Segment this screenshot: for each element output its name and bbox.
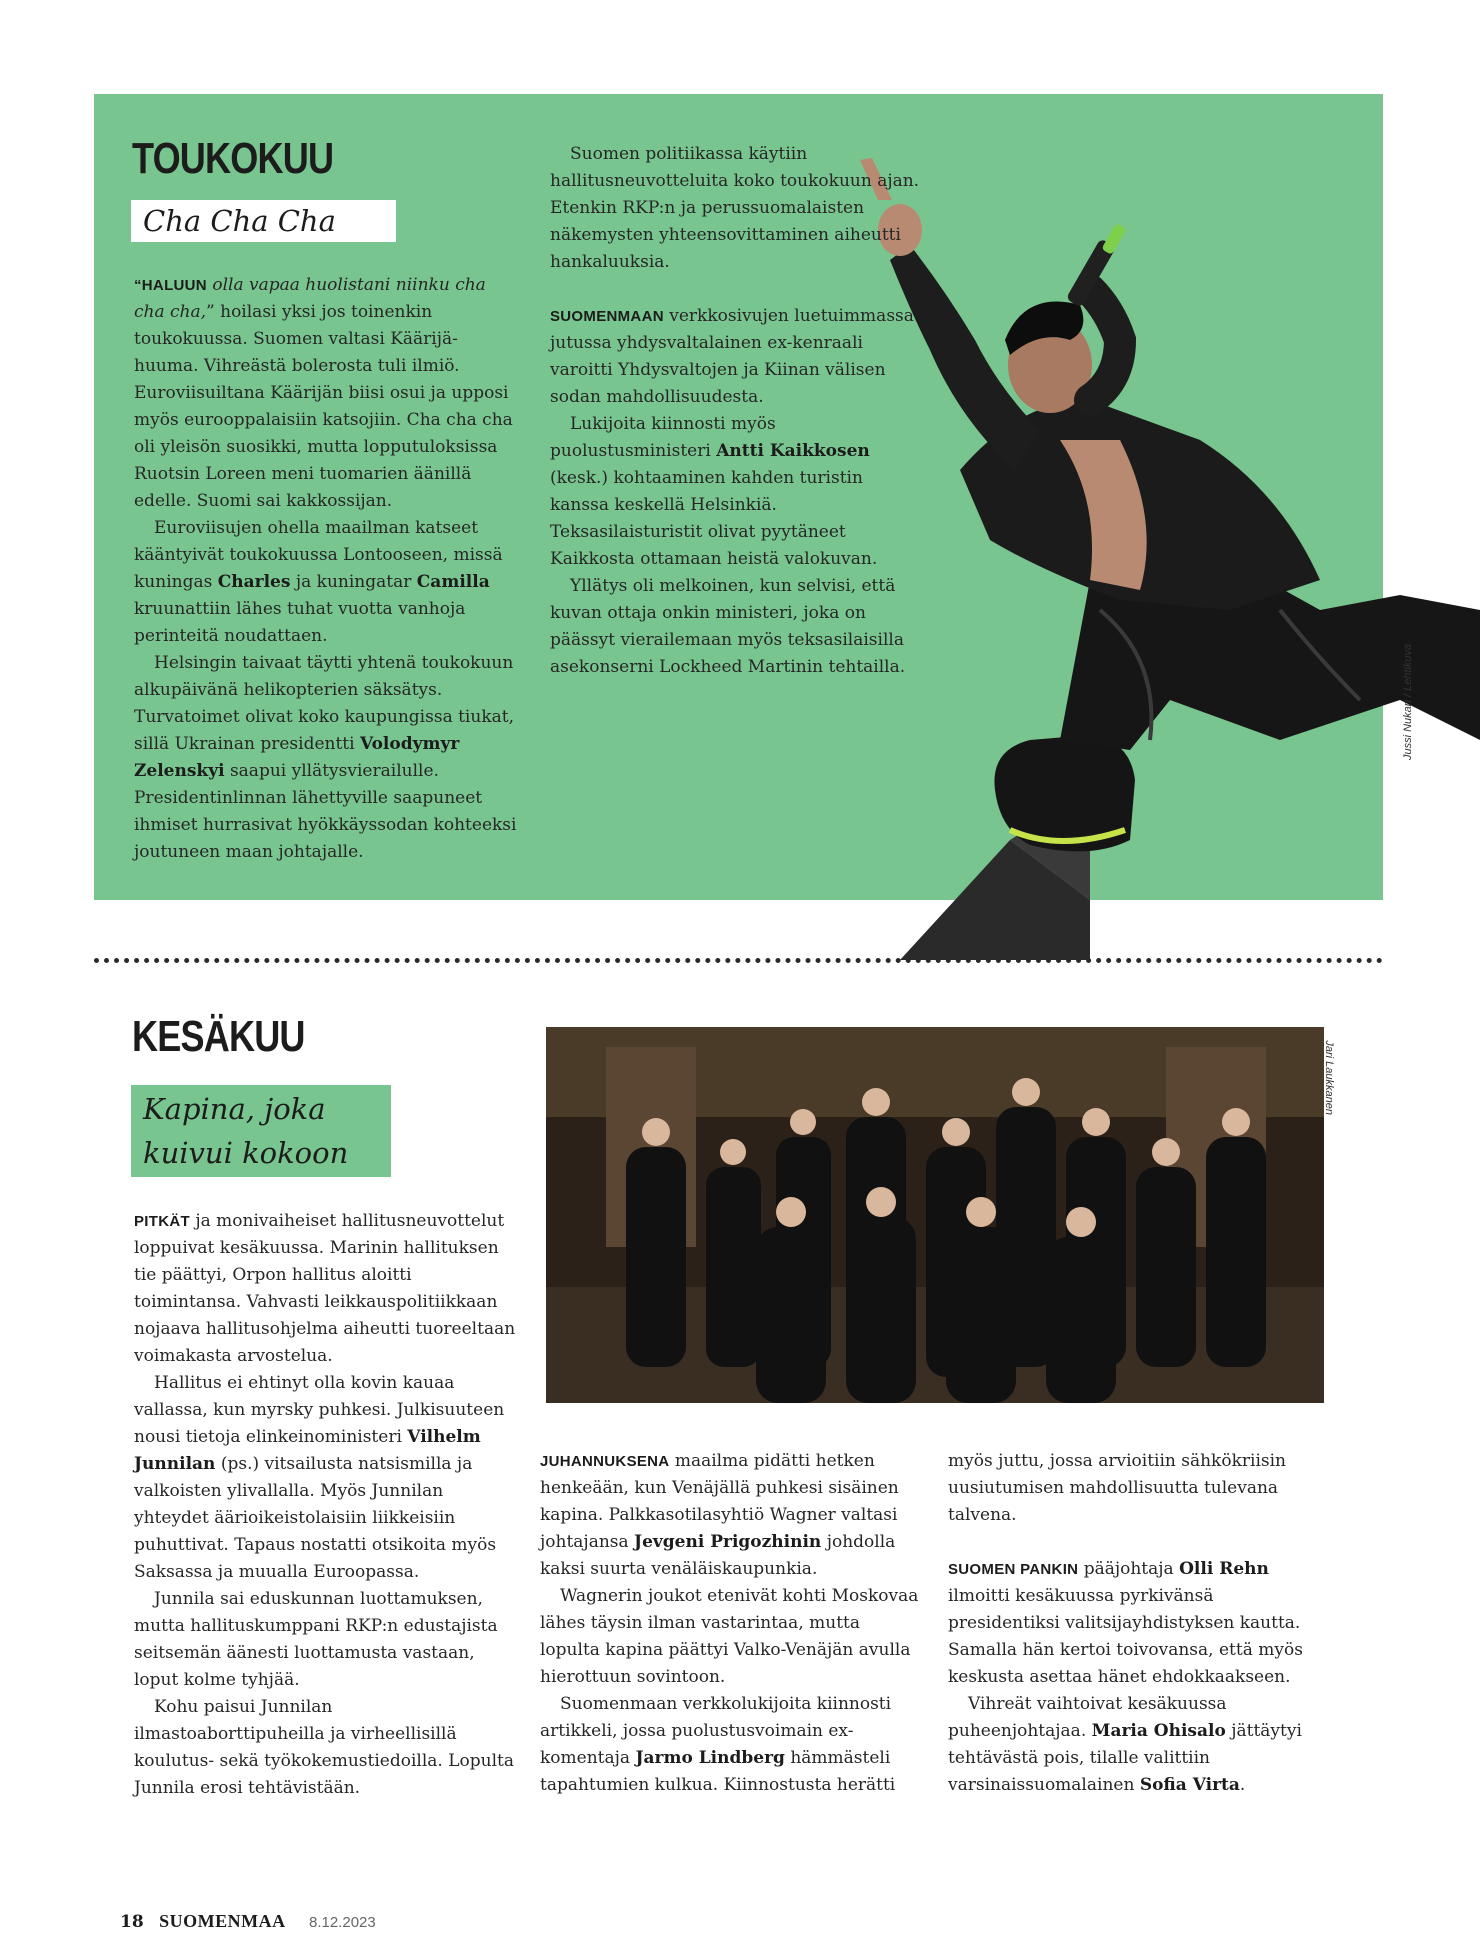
paragraph: JUHANNUKSENA maailma pidätti hetken henkeään, kun Venäjällä puhkesi sisäinen kapina. Palkkasotilasyhtiö Wagner valtasi johtajansa Jevgeni Prigozhinin johdolla kaksi suurta venäläiskaupunkia. <box>540 1451 899 1579</box>
may-column-1 <box>134 272 519 866</box>
paragraph: Helsingin taivaat täytti yhtenä toukokuun alkupäivänä helikopterien säksätys. Turvatoimet olivat koko kaupungissa tiukat, sillä Ukrainan presidentti Volodymyr Zelenskyi saapui yllätysvierailulle. Presidentinlinnan lähettyville saapuneet ihmiset hurrasivat hyökkäyssodan kohteeksi joutuneen maan johtajalle. <box>134 653 517 862</box>
paragraph: Junnila sai eduskunnan luottamuksen, mutta hallituskumppani RKP:n edustajista seitsemän äänesti luottamusta vastaan, loput kolme tyhjää. <box>134 1589 498 1690</box>
government-group-photo <box>546 1027 1324 1403</box>
magazine-name: SUOMENMAA <box>159 1911 286 1931</box>
june-photo-credit: Jari Laukkanen <box>1323 1040 1335 1115</box>
paragraph: SUOMENMAAN verkkosivujen luetuimmassa jutussa yhdysvaltalainen ex-kenraali varoitti Yhdysvaltojen ja Kiinan välisen sodan mahdollisuudesta. <box>550 306 914 407</box>
issue-date: 8.12.2023 <box>308 1914 376 1931</box>
paragraph: PITKÄT ja monivaiheiset hallitusneuvottelut loppuivat kesäkuussa. Marinin hallituksen tie päättyi, Orpon hallitus aloitti toimintansa. Vahvasti leikkauspolitiikkaan nojaava hallitusohjelma aiheutti tuoreeltaan voimakasta arvostelua. <box>134 1211 516 1366</box>
may-title: TOUKOKUU <box>132 134 334 183</box>
june-subtitle-line-2: kuivui kokoon <box>143 1136 349 1170</box>
paragraph: Suomen politiikassa käytiin hallitusneuvotteluita koko toukokuun ajan. Etenkin RKP:n ja perussuomalaisten näkemysten yhteensovittaminen aiheutti hankaluuksia. <box>550 144 920 272</box>
june-column-3 <box>948 1448 1326 1799</box>
paragraph: Lukijoita kiinnosti myös puolustusministeri Antti Kaikkosen (kesk.) kohtaaminen kahden turistin kanssa keskellä Helsinkiä. Teksasilaisturistit olivat pyytäneet Kaikkosta ottamaan heistä valokuvan. <box>550 414 878 569</box>
paragraph: Hallitus ei ehtinyt olla kovin kauaa vallassa, kun myrsky puhkesi. Julkisuuteen nousi tietoja elinkeinoministeri Vilhelm Junnilan (ps.) vitsailusta natsismilla ja valkoisten ylivallalla. Myös Junnilan yhteydet äärioikeistolaisiin liikkeisiin puhuttivat. Tapaus nostatti otsikoita myös Saksassa ja muualla Euroopassa. <box>134 1373 505 1582</box>
paragraph: “HALUUN olla vapaa huolistani niinku cha cha cha,” hoilasi yksi jos toinenkin toukokuussa. Suomen valtasi Käärijä-huuma. Vihreästä bolerosta tuli ilmiö. Euroviisuiltana Käärijän biisi osui ja upposi myös eurooppalaisiin katsojiin. Cha cha cha oli yleisön suosikki, mutta lopputuloksissa Ruotsin Loreen meni tuomarien äänillä edelle. Suomi sai kakkossijan. <box>134 275 513 511</box>
june-subtitle <box>131 1085 391 1177</box>
page-number: 18 <box>120 1912 144 1932</box>
paragraph: myös juttu, jossa arvioitiin sähkökriisin uusiutumisen mahdollisuutta tulevana talvena. <box>948 1451 1287 1525</box>
paragraph: Euroviisujen ohella maailman katseet kääntyivät toukokuussa Lontooseen, missä kuningas Charles ja kuningatar Camilla kruunattiin lähes tuhat vuotta vanhoja perinteitä noudattaen. <box>134 518 503 646</box>
paragraph: Kohu paisui Junnilan ilmastoaborttipuheilla ja virheellisillä koulutus- sekä työkokemustiedoilla. Lopulta Junnila erosi tehtävistään. <box>134 1697 514 1798</box>
june-title: KESÄKUU <box>132 1012 305 1061</box>
page-footer <box>120 1911 376 1932</box>
paragraph: Wagnerin joukot etenivät kohti Moskovaa lähes täysin ilman vastarintaa, mutta lopulta kapina päättyi Valko-Venäjän avulla hierottuun sovintoon. <box>540 1586 919 1687</box>
paragraph: Suomenmaan verkkolukijoita kiinnosti artikkeli, jossa puolustusvoimain ex-komentaja Jarmo Lindberg hämmästeli tapahtumien kulkua. Kiinnostusta herätti <box>540 1694 896 1795</box>
may-subtitle: Cha Cha Cha <box>131 200 396 242</box>
paragraph: Vihreät vaihtoivat kesäkuussa puheenjohtajaa. Maria Ohisalo jättäytyi tehtävästä pois, tilalle valittiin varsinaissuomalainen Sofia Virta. <box>948 1694 1302 1795</box>
section-divider <box>94 958 1383 963</box>
june-column-1 <box>134 1208 519 1802</box>
paragraph: SUOMEN PANKIN pääjohtaja Olli Rehn ilmoitti kesäkuussa pyrkivänsä presidentiksi valitsijayhdistyksen kautta. Samalla hän kertoi toivovansa, että myös keskusta asettaa hänet ehdokkaakseen. <box>948 1559 1303 1687</box>
june-column-2 <box>540 1448 920 1799</box>
june-subtitle-line-1: Kapina, joka <box>143 1092 326 1126</box>
paragraph: Yllätys oli melkoinen, kun selvisi, että kuvan ottaja onkin ministeri, joka on päässyt vierailemaan myös teksasilaisilla asekonserni Lockheed Martinin tehtailla. <box>550 576 906 677</box>
may-column-2 <box>550 141 920 681</box>
may-photo-credit: Jussi Nukari / Lehtikuva <box>1402 643 1414 760</box>
